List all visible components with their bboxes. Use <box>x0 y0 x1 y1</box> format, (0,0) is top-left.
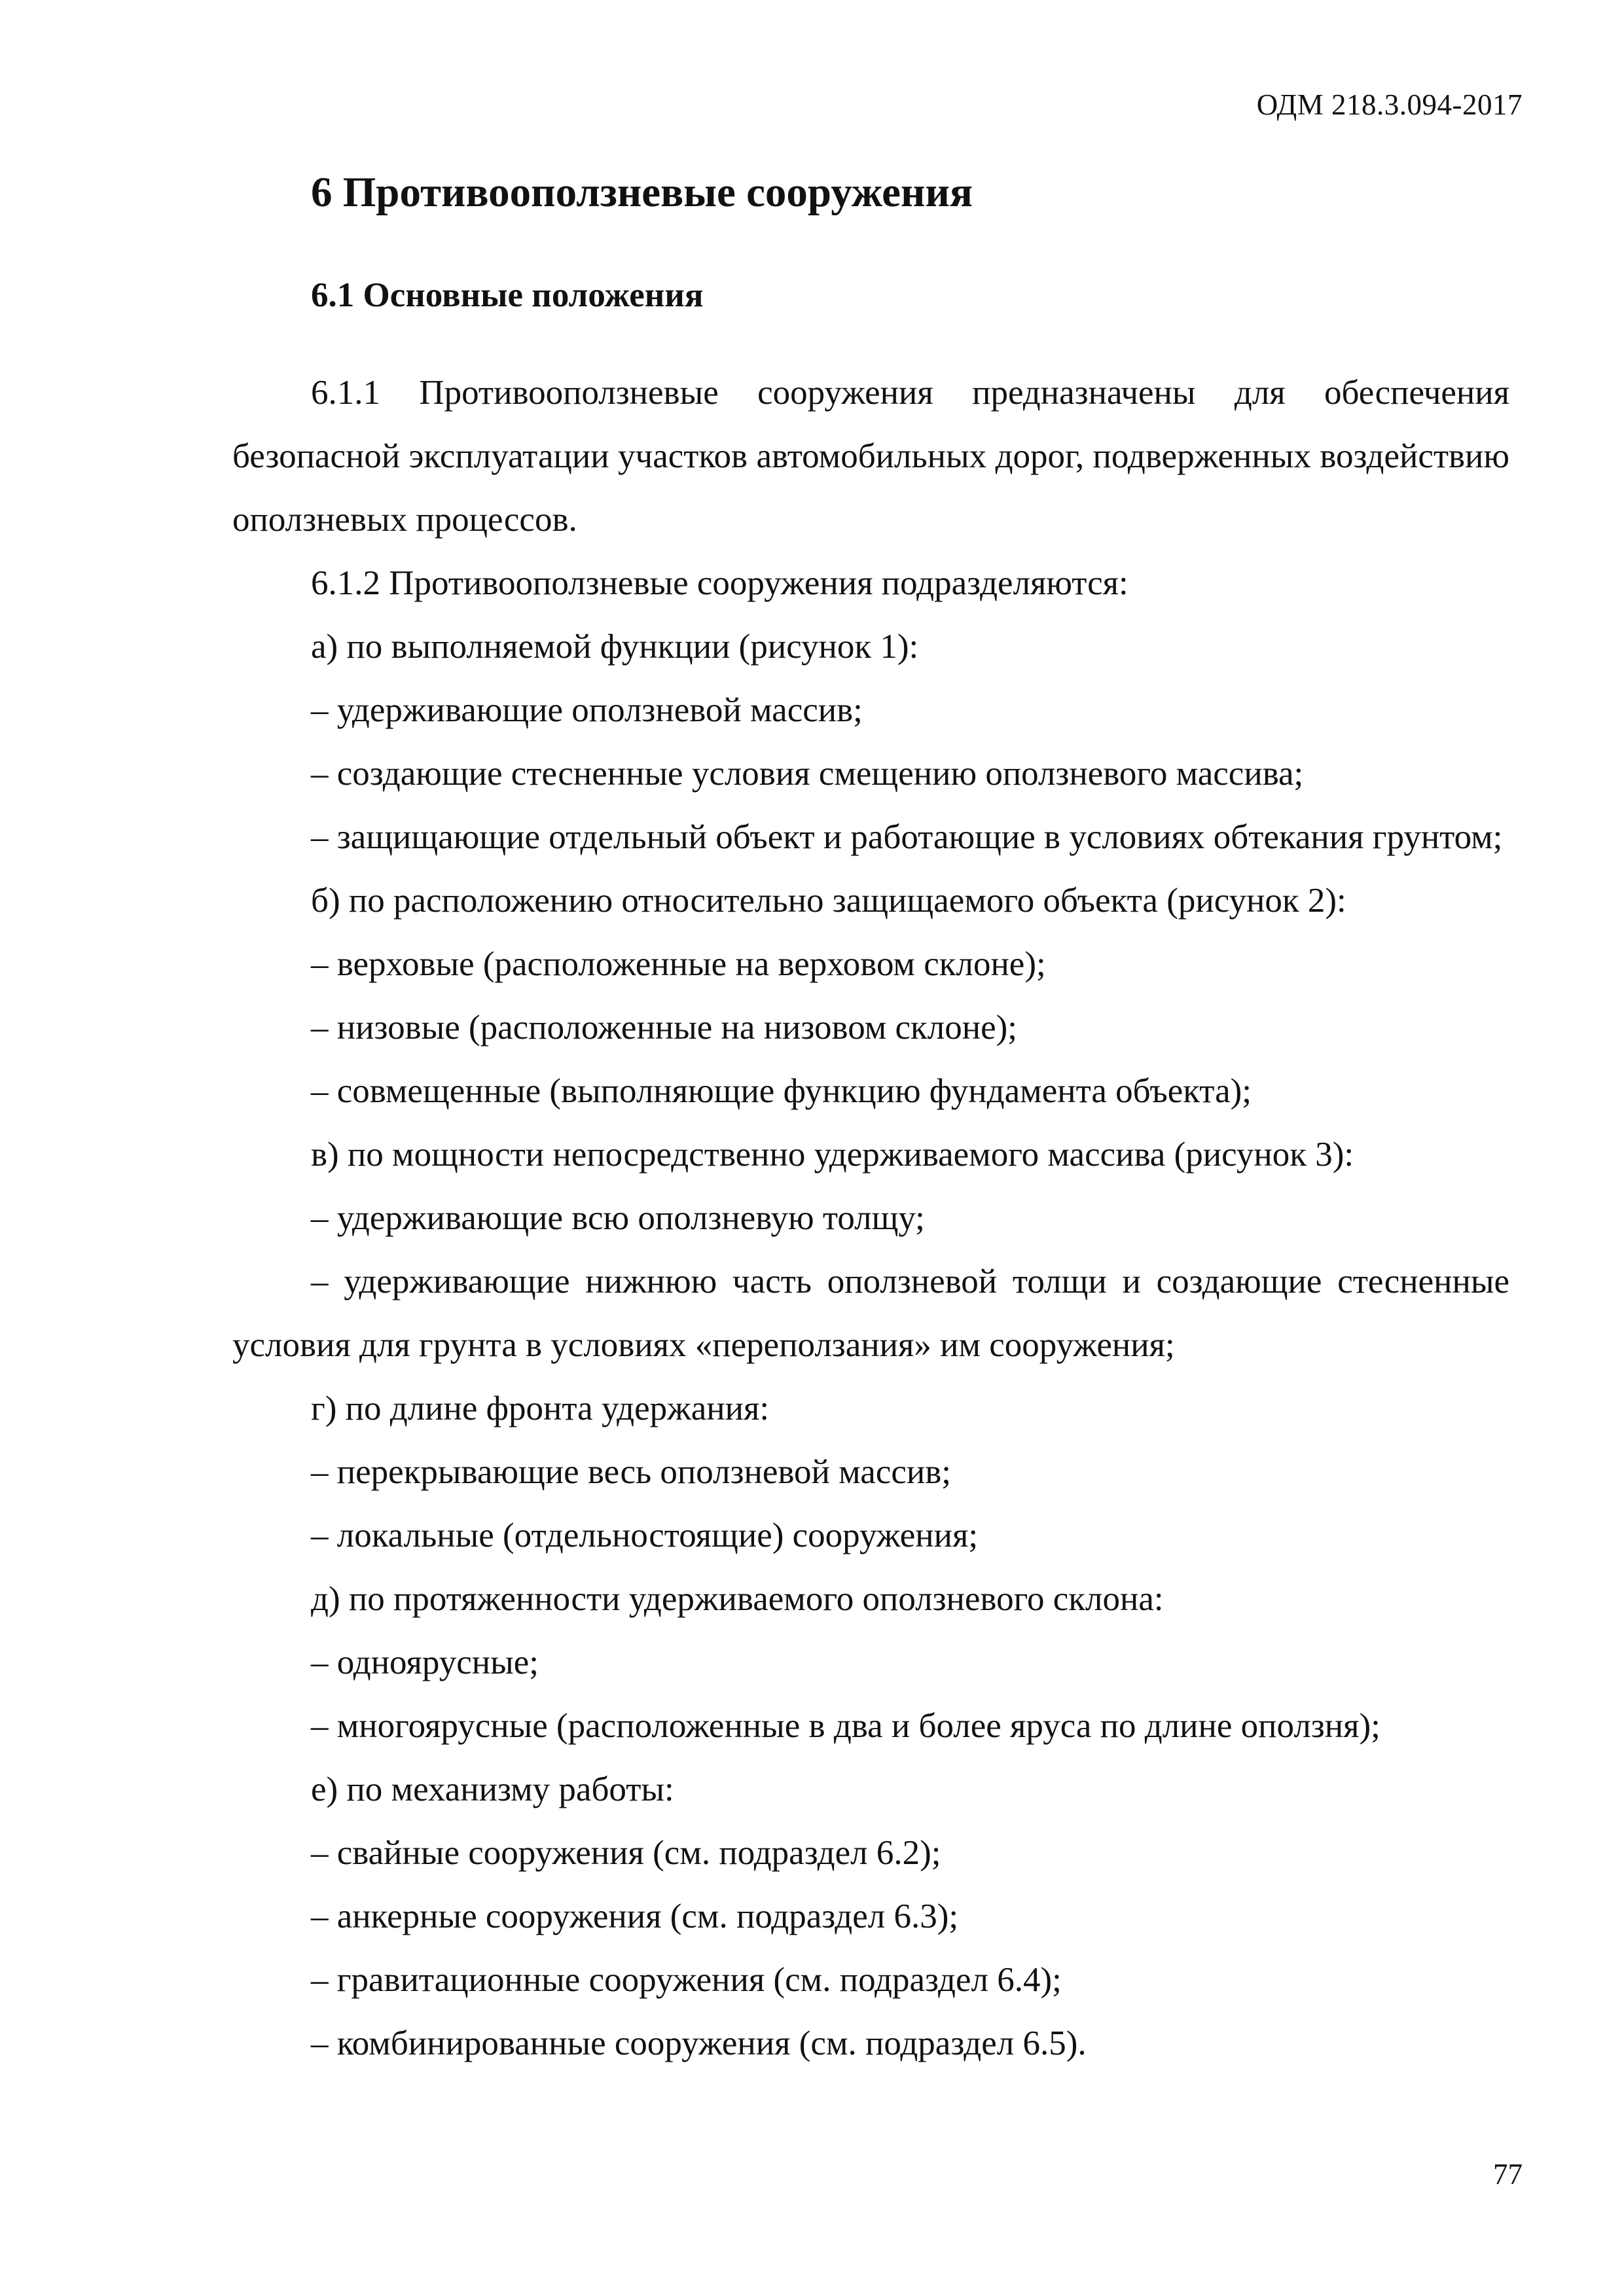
list-item: – гравитационные сооружения (см. подраздел 6.4); <box>311 1961 1062 1999</box>
list-item: – удерживающие всю оползневую толщу; <box>311 1199 925 1237</box>
list-category-a: а) по выполняемой функции (рисунок 1): <box>311 628 919 666</box>
list-item: – верховые (расположенные на верховом склоне); <box>311 945 1046 983</box>
list-item: – совмещенные (выполняющие функцию фундамента объекта); <box>311 1072 1252 1110</box>
list-item: – создающие стесненные условия смещению оползневого массива; <box>311 755 1304 793</box>
list-item: – перекрывающие весь оползневой массив; <box>311 1453 951 1491</box>
list-item: – комбинированные сооружения (см. подраздел 6.5). <box>311 2024 1087 2062</box>
list-item: – многоярусные (расположенные в два и более яруса по длине оползня); <box>311 1707 1380 1745</box>
page-number: 77 <box>1493 2158 1523 2191</box>
list-category-e: е) по механизму работы: <box>311 1770 674 1808</box>
list-category-d: д) по протяженности удерживаемого оползневого склона: <box>311 1580 1164 1618</box>
list-item: – свайные сооружения (см. подраздел 6.2); <box>311 1834 941 1872</box>
list-category-b: б) по расположению относительно защищаемого объекта (рисунок 2): <box>311 882 1346 920</box>
body-text <box>232 361 1509 2075</box>
paragraph-6-1-2: 6.1.2 Противооползневые сооружения подразделяются: <box>311 564 1128 602</box>
list-category-g: г) по длине фронта удержания: <box>311 1390 770 1427</box>
list-item: – локальные (отдельностоящие) сооружения; <box>311 1516 979 1554</box>
list-item: – одноярусные; <box>311 1643 539 1681</box>
list-item: – защищающие отдельный объект и работающие в условиях обтекания грунтом; <box>311 818 1503 856</box>
subsection-title: 6.1 Основные положения <box>311 276 704 314</box>
paragraph-6-1-1: 6.1.1 Противооползневые сооружения предназначены для обеспечения безопасной эксплуатации участков автомобильных дорог, подверженных воздействию оползневых процессов. <box>232 374 1509 539</box>
list-item: – низовые (расположенные на низовом склоне); <box>311 1009 1017 1047</box>
list-category-v: в) по мощности непосредственно удерживаемого массива (рисунок 3): <box>311 1136 1354 1174</box>
section-title: 6 Противооползневые сооружения <box>311 169 973 216</box>
list-item: – удерживающие нижнюю часть оползневой толщи и создающие стесненные условия для грунта в условиях «переползания» им сооружения; <box>232 1263 1509 1364</box>
list-item: – анкерные сооружения (см. подраздел 6.3); <box>311 1897 959 1935</box>
list-item: – удерживающие оползневой массив; <box>311 691 863 729</box>
document-code-header: ОДМ 218.3.094-2017 <box>1256 88 1523 121</box>
